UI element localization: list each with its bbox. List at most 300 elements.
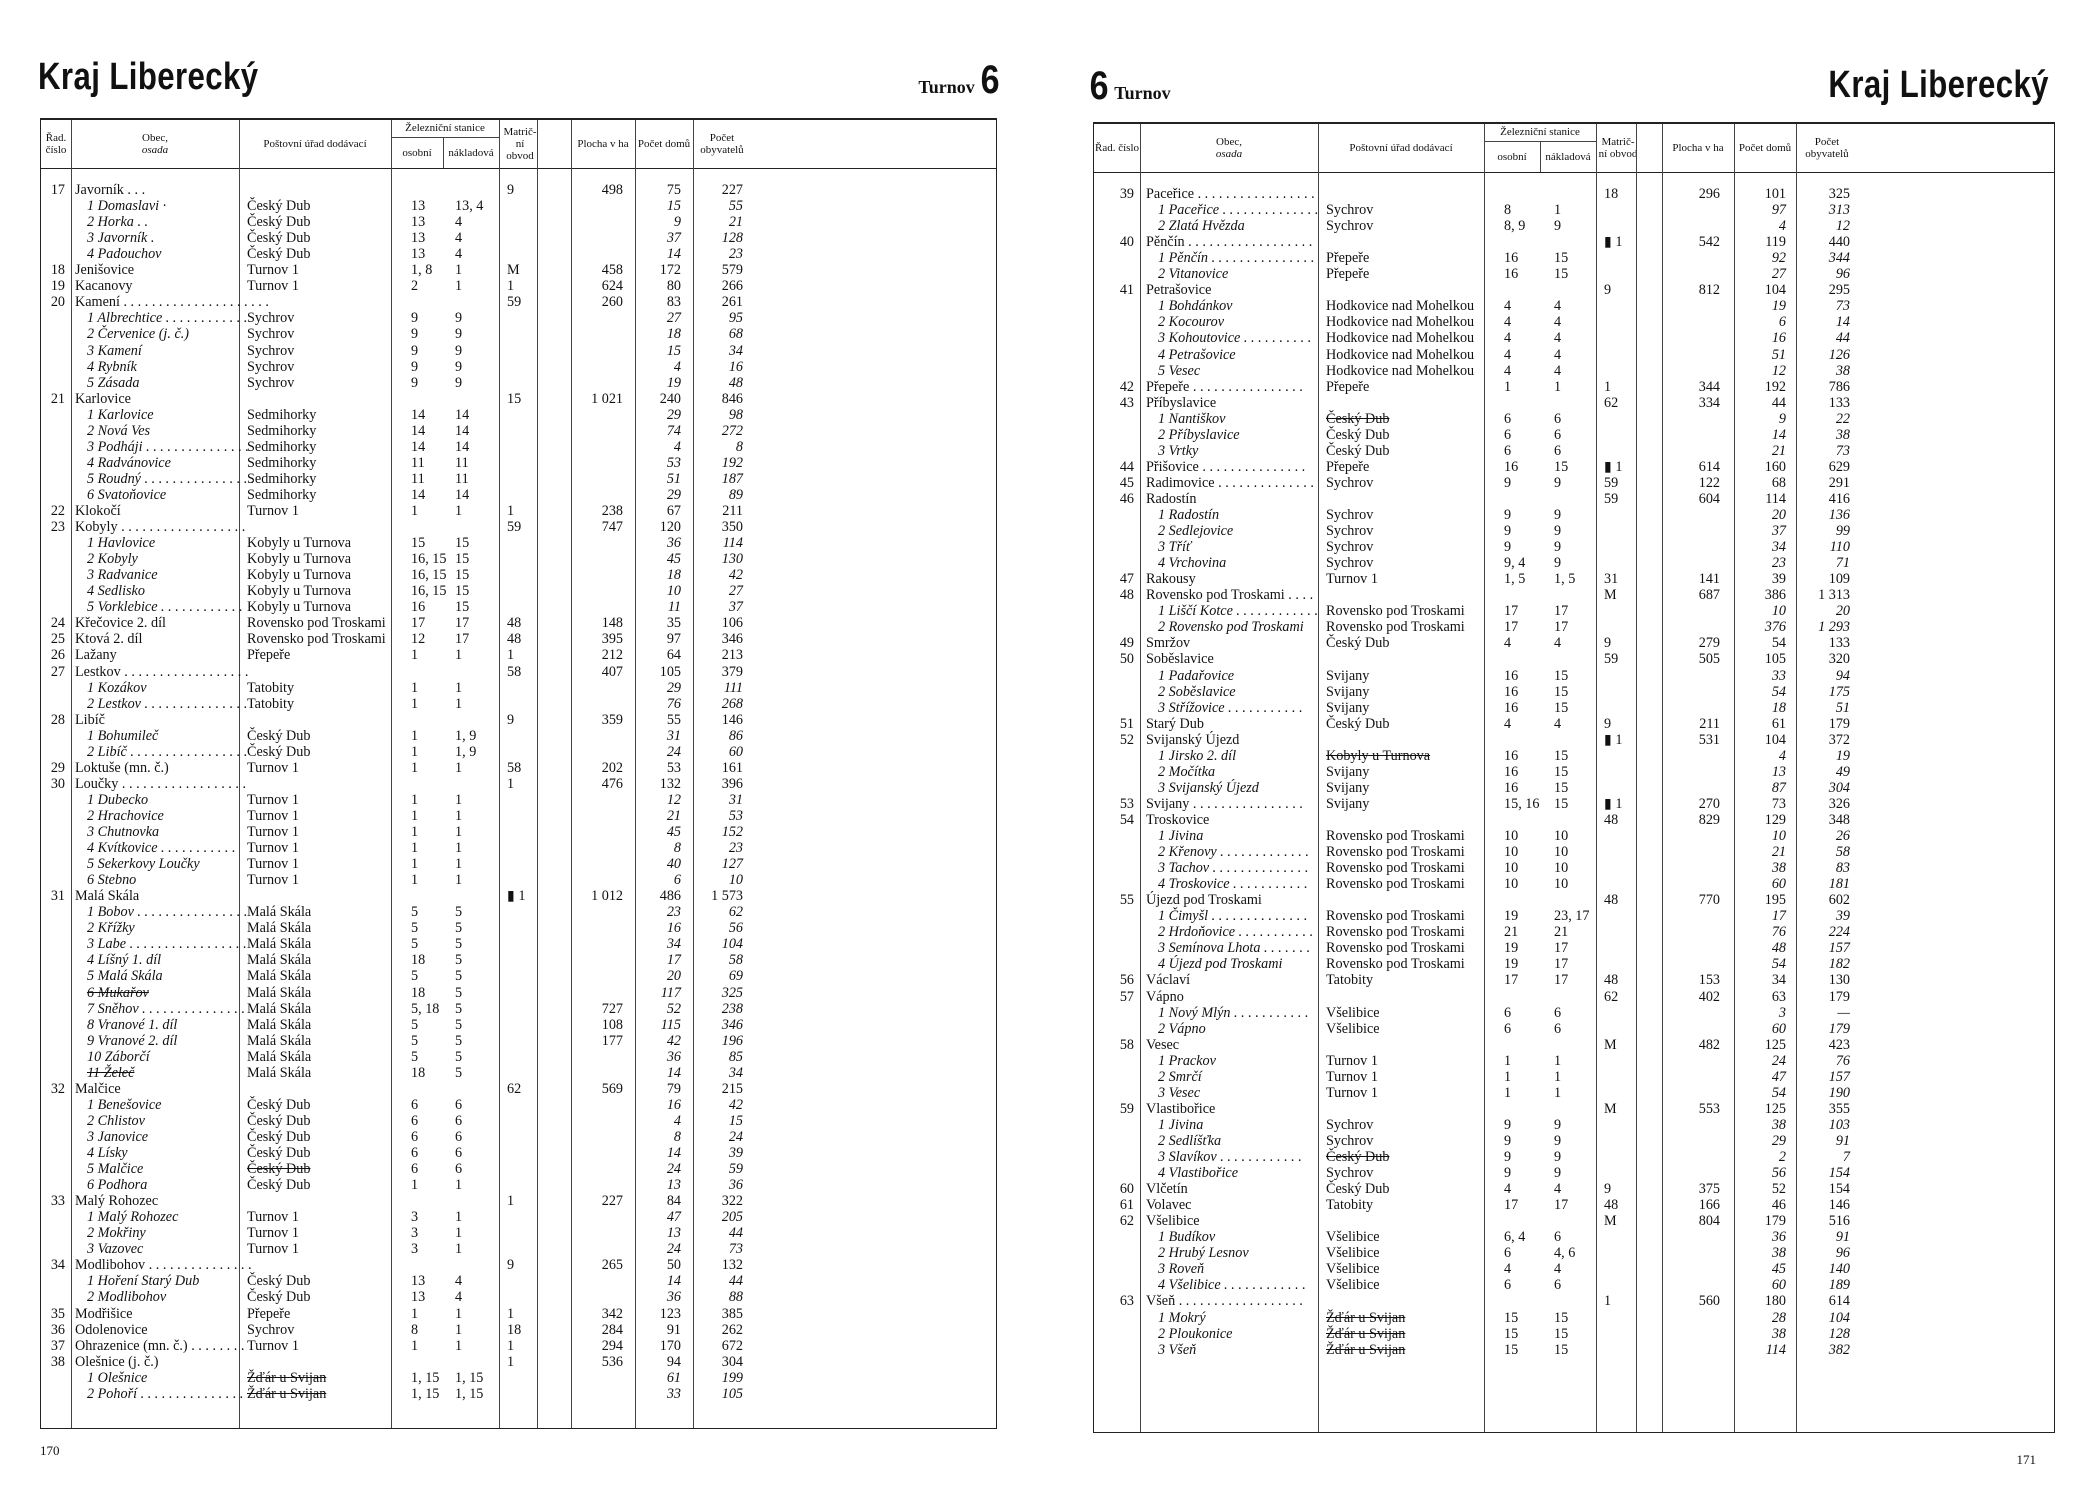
table-row <box>41 1273 996 1289</box>
cell-obec: 2 Libíč . . . . . . . . . . . . . . . . . <box>87 743 248 760</box>
cell-obyvatel: 105 <box>721 1385 743 1402</box>
cell-osobni: 16 <box>1504 683 1519 700</box>
cell-obyvatel: 96 <box>1835 1245 1850 1262</box>
table-row <box>41 1338 996 1354</box>
cell-domu: 35 <box>666 615 681 632</box>
cell-domu: 10 <box>666 583 681 600</box>
cell-obec: 3 Střížovice . . . . . . . . . . . <box>1158 699 1303 716</box>
table-row <box>41 246 996 262</box>
cell-obyvatel: 205 <box>721 1209 743 1226</box>
table-row <box>1094 411 2054 427</box>
cell-obec: 1 Malý Rohozec <box>87 1209 179 1226</box>
cell-nakladova: 5 <box>455 984 463 1001</box>
cell-obyvatel: 154 <box>1828 1181 1850 1198</box>
cell-nakladova: 4 <box>1554 715 1562 732</box>
cell-nakladova: 17 <box>455 631 470 648</box>
cell-matric: M <box>1604 1036 1617 1053</box>
cell-osobni: 18 <box>411 1064 426 1081</box>
cell-obec: 6 Podhora <box>87 1177 148 1194</box>
cell-number: 46 <box>1119 490 1134 507</box>
cell-matric: 62 <box>1604 394 1619 411</box>
cell-domu: 46 <box>1771 1197 1786 1214</box>
header-obec-label: Obec, <box>1216 136 1242 148</box>
table-row <box>41 1033 996 1049</box>
cell-osobni: 5, 18 <box>411 1000 440 1017</box>
cell-number: 23 <box>50 519 65 536</box>
cell-obec: Radostín <box>1146 490 1197 507</box>
header-plocha: Plocha v ha <box>577 138 629 150</box>
cell-urad: Přepeře <box>1326 378 1370 395</box>
cell-domu: 101 <box>1764 186 1786 202</box>
cell-osobni: 8 <box>411 1321 419 1338</box>
cell-nakladova: 4 <box>1554 1261 1562 1278</box>
cell-obec: Ktová 2. díl <box>75 631 143 648</box>
cell-obyvatel: 22 <box>1835 410 1850 427</box>
cell-domu: 34 <box>666 936 681 953</box>
cell-osobni: 6 <box>1504 426 1512 443</box>
register-table <box>40 118 997 1429</box>
cell-nakladova: 6 <box>1554 1277 1562 1294</box>
cell-domu: 14 <box>666 1064 681 1081</box>
cell-domu: 10 <box>1771 828 1786 844</box>
cell-obec: 4 Všelibice . . . . . . . . . . . . <box>1158 1277 1306 1294</box>
cell-obyvatel: 34 <box>728 342 743 359</box>
cell-obec: Rakousy <box>1146 571 1196 588</box>
cell-plocha: 829 <box>1698 811 1720 828</box>
cell-obyvatel: 325 <box>721 984 743 1001</box>
cell-obyvatel: 44 <box>728 1273 743 1290</box>
cell-number: 36 <box>50 1321 65 1338</box>
table-row <box>41 1177 996 1193</box>
cell-obyvatel: 16 <box>728 358 743 375</box>
cell-osobni: 1 <box>1504 378 1512 395</box>
cell-obec: 2 Nová Ves <box>87 422 151 439</box>
cell-urad: Český Dub <box>247 1161 311 1178</box>
cell-domu: 87 <box>1771 779 1786 796</box>
cell-nakladova: 4 <box>455 214 463 231</box>
cell-urad: Turnov 1 <box>1326 1068 1378 1085</box>
cell-obec: 5 Sekerkovy Loučky <box>87 856 200 873</box>
district-name: Turnov <box>918 77 975 97</box>
cell-nakladova: 1 <box>455 503 463 519</box>
cell-osobni: 15 <box>1504 1325 1519 1342</box>
cell-urad: Tatobity <box>247 679 295 696</box>
table-row <box>1094 860 2054 876</box>
cell-urad: Sychrov <box>247 326 295 343</box>
cell-obec: 3 Slavíkov . . . . . . . . . . . . <box>1158 1149 1302 1165</box>
table-row <box>41 712 996 728</box>
cell-nakladova: 15 <box>1554 683 1569 700</box>
table-row <box>41 198 996 214</box>
cell-matric: M <box>507 262 520 279</box>
cell-domu: 18 <box>1771 699 1786 716</box>
table-row <box>1094 298 2054 314</box>
cell-obyvatel: 89 <box>728 486 743 503</box>
cell-plocha: 395 <box>601 631 623 648</box>
header-osobni: osobní <box>402 147 432 159</box>
cell-urad: Kobyly u Turnova <box>247 567 352 584</box>
cell-obec: 2 Vitanovice <box>1158 266 1229 283</box>
table-row <box>1094 186 2054 202</box>
cell-domu: 13 <box>1771 763 1786 780</box>
cell-obec: 2 Kocourov <box>1158 314 1225 331</box>
table-row <box>1094 796 2054 812</box>
cell-osobni: 19 <box>1504 956 1519 973</box>
table-row <box>41 1001 996 1017</box>
cell-urad: Český Dub <box>247 1145 311 1161</box>
cell-matric: 9 <box>1604 1181 1612 1198</box>
table-row <box>1094 844 2054 860</box>
cell-nakladova: 4 <box>1554 635 1562 652</box>
cell-osobni: 1, 15 <box>411 1385 440 1402</box>
cell-urad: Český Dub <box>247 1177 311 1194</box>
cell-domu: 34 <box>1771 539 1786 556</box>
cell-obec: 2 Hrubý Lesnov <box>1158 1245 1249 1262</box>
cell-nakladova: 1 <box>455 872 463 889</box>
cell-domu: 63 <box>1771 988 1786 1005</box>
cell-domu: 36 <box>666 1048 681 1065</box>
cell-domu: 56 <box>1771 1165 1786 1182</box>
cell-osobni: 10 <box>1504 844 1519 861</box>
cell-osobni: 9 <box>1504 1149 1512 1165</box>
cell-obec: 1 Padařovice <box>1158 667 1235 684</box>
cell-nakladova: 11 <box>455 454 469 471</box>
cell-obyvatel: 39 <box>728 1145 743 1161</box>
cell-urad: Malá Skála <box>247 1032 312 1049</box>
cell-number: 45 <box>1119 474 1134 491</box>
cell-nakladova: 1 <box>1554 202 1562 219</box>
cell-osobni: 15 <box>411 535 426 552</box>
cell-urad: Malá Skála <box>247 952 312 969</box>
cell-urad: Tatobity <box>247 695 295 712</box>
cell-number: 54 <box>1119 811 1134 828</box>
header-obyv: Počet obyvatelů <box>1805 136 1849 160</box>
cell-nakladova: 4 <box>1554 330 1562 347</box>
district-name: Turnov <box>1114 83 1171 103</box>
cell-obec: 1 Jivina <box>1158 828 1204 844</box>
cell-number: 42 <box>1119 378 1134 395</box>
header-rad: Řad. číslo <box>1095 142 1139 154</box>
cell-osobni: 4 <box>1504 362 1512 379</box>
cell-osobni: 3 <box>411 1241 419 1258</box>
cell-osobni: 11 <box>411 470 425 487</box>
cell-obyvatel: 42 <box>728 567 743 584</box>
cell-obyvatel: 291 <box>1828 474 1850 491</box>
cell-obyvatel: 15 <box>728 1112 743 1129</box>
cell-domu: 36 <box>1771 1229 1786 1246</box>
cell-obec: 3 Kamení <box>87 342 142 359</box>
cell-domu: 4 <box>673 358 681 375</box>
cell-domu: 61 <box>1771 715 1786 732</box>
cell-obyvatel: 109 <box>1828 571 1850 588</box>
cell-nakladova: 9 <box>1554 474 1562 491</box>
cell-urad: Sychrov <box>247 1321 295 1338</box>
cell-urad: Svijany <box>1326 763 1370 780</box>
cell-number: 49 <box>1119 635 1134 652</box>
cell-obyvatel: 224 <box>1828 924 1850 941</box>
cell-osobni: 9, 4 <box>1504 555 1526 572</box>
cell-urad: Malá Skála <box>247 1016 312 1033</box>
cell-obec: 5 Roudný . . . . . . . . . . . . . . . . <box>87 470 255 487</box>
cell-domu: 64 <box>666 647 681 664</box>
table-row <box>41 294 996 310</box>
cell-plocha: 458 <box>601 262 623 279</box>
cell-obyvatel: 136 <box>1828 507 1850 523</box>
table-row <box>1094 1326 2054 1342</box>
cell-obec: Malý Rohozec <box>75 1193 159 1210</box>
table-row <box>1094 1005 2054 1021</box>
cell-obyvatel: 602 <box>1828 892 1850 909</box>
cell-domu: 37 <box>666 230 681 247</box>
cell-osobni: 1 <box>1504 1084 1512 1101</box>
cell-urad: Kobyly u Turnova <box>247 599 352 616</box>
cell-obyvatel: 73 <box>1835 298 1850 315</box>
cell-obec: Vlastibořice <box>1146 1100 1216 1117</box>
cell-domu: 92 <box>1771 250 1786 267</box>
cell-obyvatel: 146 <box>1828 1197 1850 1214</box>
header-domu: Počet domů <box>637 138 691 150</box>
table-row <box>1094 459 2054 475</box>
cell-domu: 68 <box>1771 474 1786 491</box>
cell-obec: 1 Hoření Starý Dub <box>87 1273 200 1290</box>
cell-obyvatel: 175 <box>1828 683 1850 700</box>
table-row <box>1094 1037 2054 1053</box>
table-row <box>41 1370 996 1386</box>
cell-obec: 2 Lestkov . . . . . . . . . . . . . . . <box>87 695 248 712</box>
cell-domu: 24 <box>666 1241 681 1258</box>
header-nakladova: nákladová <box>1545 151 1591 163</box>
cell-obyvatel: 114 <box>722 535 743 552</box>
cell-plocha: 624 <box>601 278 623 295</box>
cell-urad: Hodkovice nad Mohelkou <box>1326 346 1475 363</box>
cell-domu: 9 <box>673 214 681 231</box>
cell-domu: 54 <box>1771 683 1786 700</box>
cell-domu: 125 <box>1764 1100 1786 1117</box>
cell-urad: Žďár u Svijan <box>247 1385 327 1402</box>
cell-nakladova: 14 <box>455 406 470 423</box>
cell-obyvatel: 268 <box>721 695 743 712</box>
cell-number: 32 <box>50 1080 65 1097</box>
cell-number: 34 <box>50 1257 65 1274</box>
cell-osobni: 16 <box>1504 763 1519 780</box>
cell-osobni: 9 <box>1504 1165 1512 1182</box>
cell-obyvatel: 579 <box>721 262 743 279</box>
cell-nakladova: 15 <box>1554 779 1569 796</box>
table-row <box>41 936 996 952</box>
cell-nakladova: 15 <box>1554 795 1569 812</box>
cell-obec: 4 Vlastibořice <box>1158 1165 1238 1182</box>
cell-domu: 11 <box>667 599 681 616</box>
header-nakladova: nákladová <box>448 147 494 159</box>
cell-obyvatel: 51 <box>1835 699 1850 716</box>
cell-nakladova: 9 <box>1554 555 1562 572</box>
table-row <box>41 792 996 808</box>
table-row <box>1094 716 2054 732</box>
cell-plocha: 569 <box>601 1080 623 1097</box>
cell-nakladova: 17 <box>1554 1197 1569 1214</box>
cell-obec: 1 Dubecko <box>87 791 149 808</box>
cell-osobni: 1 <box>411 743 419 760</box>
cell-osobni: 13 <box>411 246 426 263</box>
cell-obyvatel: 12 <box>1835 218 1850 235</box>
cell-urad: Sychrov <box>1326 507 1374 523</box>
cell-osobni: 1 <box>411 647 419 664</box>
cell-obyvatel: 106 <box>721 615 743 632</box>
cell-matric: ▮ 1 <box>1604 458 1623 475</box>
cell-obyvatel: 31 <box>728 791 743 808</box>
cell-urad: Turnov 1 <box>247 1209 299 1226</box>
cell-obec: 1 Kozákov <box>87 679 147 696</box>
header-urad: Poštovní úřad dodávací <box>263 138 367 150</box>
cell-obec: 1 Jirsko 2. díl <box>1158 747 1237 764</box>
cell-nakladova: 17 <box>1554 956 1569 973</box>
cell-obyvatel: 238 <box>721 1000 743 1017</box>
cell-obec: Soběslavice <box>1146 651 1214 668</box>
table-row <box>41 1241 996 1257</box>
cell-domu: 129 <box>1764 811 1786 828</box>
cell-domu: 386 <box>1764 587 1786 604</box>
cell-domu: 2 <box>1778 1149 1786 1165</box>
cell-obec: Ohrazenice (mn. č.) . . . . . . . . <box>75 1337 245 1354</box>
cell-obyvatel: 126 <box>1828 346 1850 363</box>
cell-osobni: 9 <box>1504 1116 1512 1133</box>
cell-obyvatel: 37 <box>728 599 743 616</box>
cell-plocha: 560 <box>1698 1293 1720 1310</box>
table-row <box>41 375 996 391</box>
cell-osobni: 1 <box>411 1177 419 1194</box>
cell-urad: Svijany <box>1326 795 1370 812</box>
cell-obyvatel: 211 <box>722 503 743 519</box>
cell-nakladova: 1 <box>455 791 463 808</box>
table-row <box>1094 1101 2054 1117</box>
cell-domu: 6 <box>1778 314 1786 331</box>
cell-osobni: 4 <box>1504 298 1512 315</box>
cell-urad: Malá Skála <box>247 936 312 953</box>
cell-urad: Sedmihorky <box>247 406 317 423</box>
cell-number: 33 <box>50 1193 65 1210</box>
cell-obyvatel: 94 <box>1835 667 1850 684</box>
cell-obec: 2 Mokřiny <box>87 1225 146 1242</box>
cell-obyvatel: — <box>1837 1004 1850 1021</box>
cell-obec: 2 Rovensko pod Troskami <box>1158 619 1304 636</box>
cell-urad: Turnov 1 <box>1326 571 1378 588</box>
cell-number: 43 <box>1119 394 1134 411</box>
cell-domu: 17 <box>666 952 681 969</box>
cell-urad: Český Dub <box>1326 715 1390 732</box>
table-row <box>1094 330 2054 346</box>
cell-number: 37 <box>50 1337 65 1354</box>
cell-domu: 18 <box>666 567 681 584</box>
cell-osobni: 6 <box>411 1161 419 1178</box>
cell-domu: 29 <box>666 486 681 503</box>
cell-obec: Troskovice <box>1146 811 1210 828</box>
cell-domu: 45 <box>666 824 681 840</box>
cell-domu: 91 <box>666 1321 681 1338</box>
cell-obec: 1 Nantiškov <box>1158 410 1226 427</box>
cell-obec: 5 Vesec <box>1158 362 1201 379</box>
cell-urad: Tatobity <box>1326 1197 1374 1214</box>
cell-osobni: 4 <box>1504 1181 1512 1198</box>
cell-matric: 1 <box>1604 1293 1612 1310</box>
table-row <box>1094 218 2054 234</box>
cell-obyvatel: 614 <box>1828 1293 1850 1310</box>
cell-urad: Rovensko pod Troskami <box>1326 603 1465 620</box>
cell-number: 44 <box>1119 458 1134 475</box>
cell-obyvatel: 19 <box>1835 747 1850 764</box>
cell-obec: 3 Janovice <box>87 1128 149 1145</box>
cell-obyvatel: 199 <box>721 1369 743 1386</box>
cell-osobni: 14 <box>411 438 426 455</box>
cell-obyvatel: 154 <box>1828 1165 1850 1182</box>
cell-nakladova: 1, 15 <box>455 1369 484 1386</box>
cell-nakladova: 5 <box>455 1032 463 1049</box>
cell-urad: Sychrov <box>1326 474 1374 491</box>
cell-domu: 28 <box>1771 1309 1786 1326</box>
cell-obec: 3 Roveň <box>1158 1261 1205 1278</box>
cell-plocha: 614 <box>1698 458 1720 475</box>
cell-obyvatel: 110 <box>1829 539 1850 556</box>
cell-number: 35 <box>50 1305 65 1322</box>
table-row <box>1094 347 2054 363</box>
table-row <box>1094 1310 2054 1326</box>
cell-obec: 2 Hrdoňovice . . . . . . . . . . . <box>1158 924 1314 941</box>
cell-osobni: 1 <box>411 824 419 840</box>
cell-obec: 1 Havlovice <box>87 535 156 552</box>
cell-domu: 34 <box>1771 972 1786 989</box>
cell-obec: 3 Podháji . . . . . . . . . . . . . . . <box>87 438 249 455</box>
cell-domu: 117 <box>660 984 681 1001</box>
cell-number: 55 <box>1119 892 1134 909</box>
cell-urad: Turnov 1 <box>247 872 299 889</box>
cell-urad: Hodkovice nad Mohelkou <box>1326 314 1475 331</box>
table-row <box>1094 587 2054 603</box>
cell-nakladova: 15 <box>455 599 470 616</box>
cell-number: 26 <box>50 647 65 664</box>
district-heading <box>1088 64 1171 109</box>
table-row <box>1094 1117 2054 1133</box>
cell-obec: 3 Vazovec <box>87 1241 144 1258</box>
cell-nakladova: 4 <box>1554 362 1562 379</box>
cell-urad: Český Dub <box>1326 1149 1390 1165</box>
cell-obec: 1 Paceřice . . . . . . . . . . . . . . <box>1158 202 1319 219</box>
cell-osobni: 17 <box>1504 1197 1519 1214</box>
cell-obyvatel: 58 <box>1835 844 1850 861</box>
cell-obec: 2 Hrachovice <box>87 807 164 824</box>
cell-osobni: 5 <box>411 920 419 937</box>
cell-osobni: 1 <box>411 872 419 889</box>
cell-osobni: 16, 15 <box>411 583 447 600</box>
cell-obyvatel: 372 <box>1828 731 1850 748</box>
cell-domu: 38 <box>1771 1116 1786 1133</box>
header-osobni: osobní <box>1497 151 1527 163</box>
cell-matric: 9 <box>1604 635 1612 652</box>
cell-osobni: 15 <box>1504 1309 1519 1326</box>
cell-plocha: 153 <box>1698 972 1720 989</box>
cell-nakladova: 4 <box>455 246 463 263</box>
cell-obec: Libíč <box>75 711 105 728</box>
cell-urad: Sychrov <box>1326 202 1374 219</box>
cell-obec: Všeň . . . . . . . . . . . . . . . . . . <box>1146 1293 1303 1310</box>
cell-obec: 8 Vranové 1. díl <box>87 1016 178 1033</box>
cell-obyvatel: 348 <box>1828 811 1850 828</box>
cell-domu: 192 <box>1764 378 1786 395</box>
table-row <box>1094 748 2054 764</box>
cell-obyvatel: 346 <box>721 1016 743 1033</box>
table-row <box>41 1097 996 1113</box>
cell-plocha: 227 <box>601 1193 623 1210</box>
cell-osobni: 13 <box>411 230 426 247</box>
cell-obyvatel: 38 <box>1835 426 1850 443</box>
